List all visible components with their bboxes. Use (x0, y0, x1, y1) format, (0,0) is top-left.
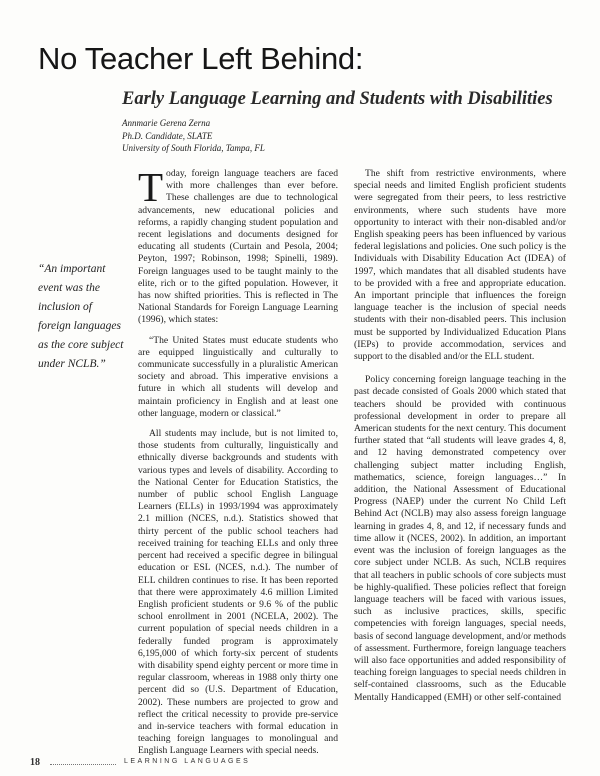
article-title: No Teacher Left Behind: (38, 41, 364, 76)
drop-cap: T (138, 164, 164, 210)
paragraph: The shift from restrictive environments, where special needs and limited English proficient students were segregated from their peers, to less restrictive environments, where such students have more opportunity to interact with their non-disabled and/or English speaking peers has been influenced by various federal legislations and policies. One such policy is the Individuals with Disability Education Act (IDEA) of 1997, which mandates that all disabled students have to be provided with a free and appropriate education. An important principle that influences the foreign language teacher is the inclusion of special needs students with their non-disabled peers. This inclusion must be supported by Individualized Education Plans (IEPs) to provide accommodation, services and support to the disabled and/or the ELL student. (354, 168, 566, 363)
article-subtitle: Early Language Learning and Students with Disabilities (122, 89, 553, 109)
page-footer (30, 757, 570, 771)
text-column-left (138, 164, 338, 758)
paragraph (138, 164, 338, 327)
text-column-right (354, 168, 566, 704)
block-quote: “The United States must educate students who are equipped linguistically and culturally to communicate successfully in a pluralistic American society and abroad. This imperative envisions a future in which all students will develop and maintain proficiency in English and at least one other language, modern or classical.” (138, 334, 338, 419)
paragraph: Policy concerning foreign language teaching in the past decade consisted of Goals 2000 which stated that teachers should be provided with continuous professional development in order to prepare all American students for the next century. This document further stated that “all students will leave grades 4, 8, and 12 having demonstrated competency over challenging subject matter including English, mathematics, science, foreign languages…” In addition, the National Assessment of Educational Progress (NAEP) under the current No Child Left Behind Act (NCLB) may also assess foreign language learning in grades 4, 8, and 12, if necessary funds and time allow it (NCES, 2002). In addition, an important event was the inclusion of foreign languages as the core subject under NCLB. As such, NCLB requires that all teachers in public schools of core subjects must be highly-qualified. These policies reflect that foreign language teachers will be faced with various issues, such as inclusive practices, skills, specific competencies with foreign languages, special needs, basis of second language development, and/or methods of assessment. Furthermore, foreign language teachers will also face opportunities and added responsibility of teaching foreign languages to special needs children in self-contained classrooms, such as the Educable Mentally Handicapped (EMH) or other self-contained (354, 374, 566, 703)
footer-divider (50, 764, 116, 765)
author-credentials: Ph.D. Candidate, SLATE (122, 130, 213, 141)
author-name: Annmarie Gerena Zerna (122, 118, 211, 128)
paragraph: All students may include, but is not limited to, those students from culturally, linguistically and ethnically diverse backgrounds and students with various types and levels of disability. According to the National Center for Education Statistics, the number of public school English Language Learners (ELLs) in 1993/1994 was approximately 2.1 million (NCES, n.d.). Statistics showed that thirty percent of the public school teachers had received training for teaching ELLs and only three percent had received a specific degree in bilingual education or ESL (NCES, n.d.). The number of ELL children continues to rise. It has been reported that there were approximately 4.6 million Limited English proficient students or 9.6 % of the public school enrollment in 2001 (NCELA, 2002). The current population of special needs children in a federally funded program is approximately 6,195,000 of which forty-six percent of students with disability spend eighty percent or more time in regular classroom, whereas in 1988 only thirty one percent did so (U.S. Department of Education, 2002). These numbers are projected to grow and reflect the critical necessity to provide pre-service and in-service teachers with formal education in teaching foreign languages to monolingual and English Language Learners with special needs. (138, 428, 338, 757)
author-affiliation: University of South Florida, Tampa, FL (122, 143, 265, 153)
pull-quote: “An important event was the inclusion of foreign languages as the core subject under NCLB.” (38, 263, 124, 370)
paragraph-text: oday, foreign language teachers are faced with more challenges than ever before. These challenges are due to technological advancements, new educational policies and reforms, a rapidly changing student population and recent legislations and documents designed for educating all students (Curtain and Pesola, 2004; Peyton, 1997; Robinson, 1998; Spinelli, 1989). Foreign languages used to be taught mainly to the elite, rich or to the gifted population. However, it has now shifted priorities. This is reflected in The National Standards for Foreign Language Learning (1996), which states: (138, 168, 338, 326)
byline (122, 117, 265, 155)
page-number: 18 (30, 757, 40, 768)
journal-name: LEARNING LANGUAGES (124, 758, 251, 765)
